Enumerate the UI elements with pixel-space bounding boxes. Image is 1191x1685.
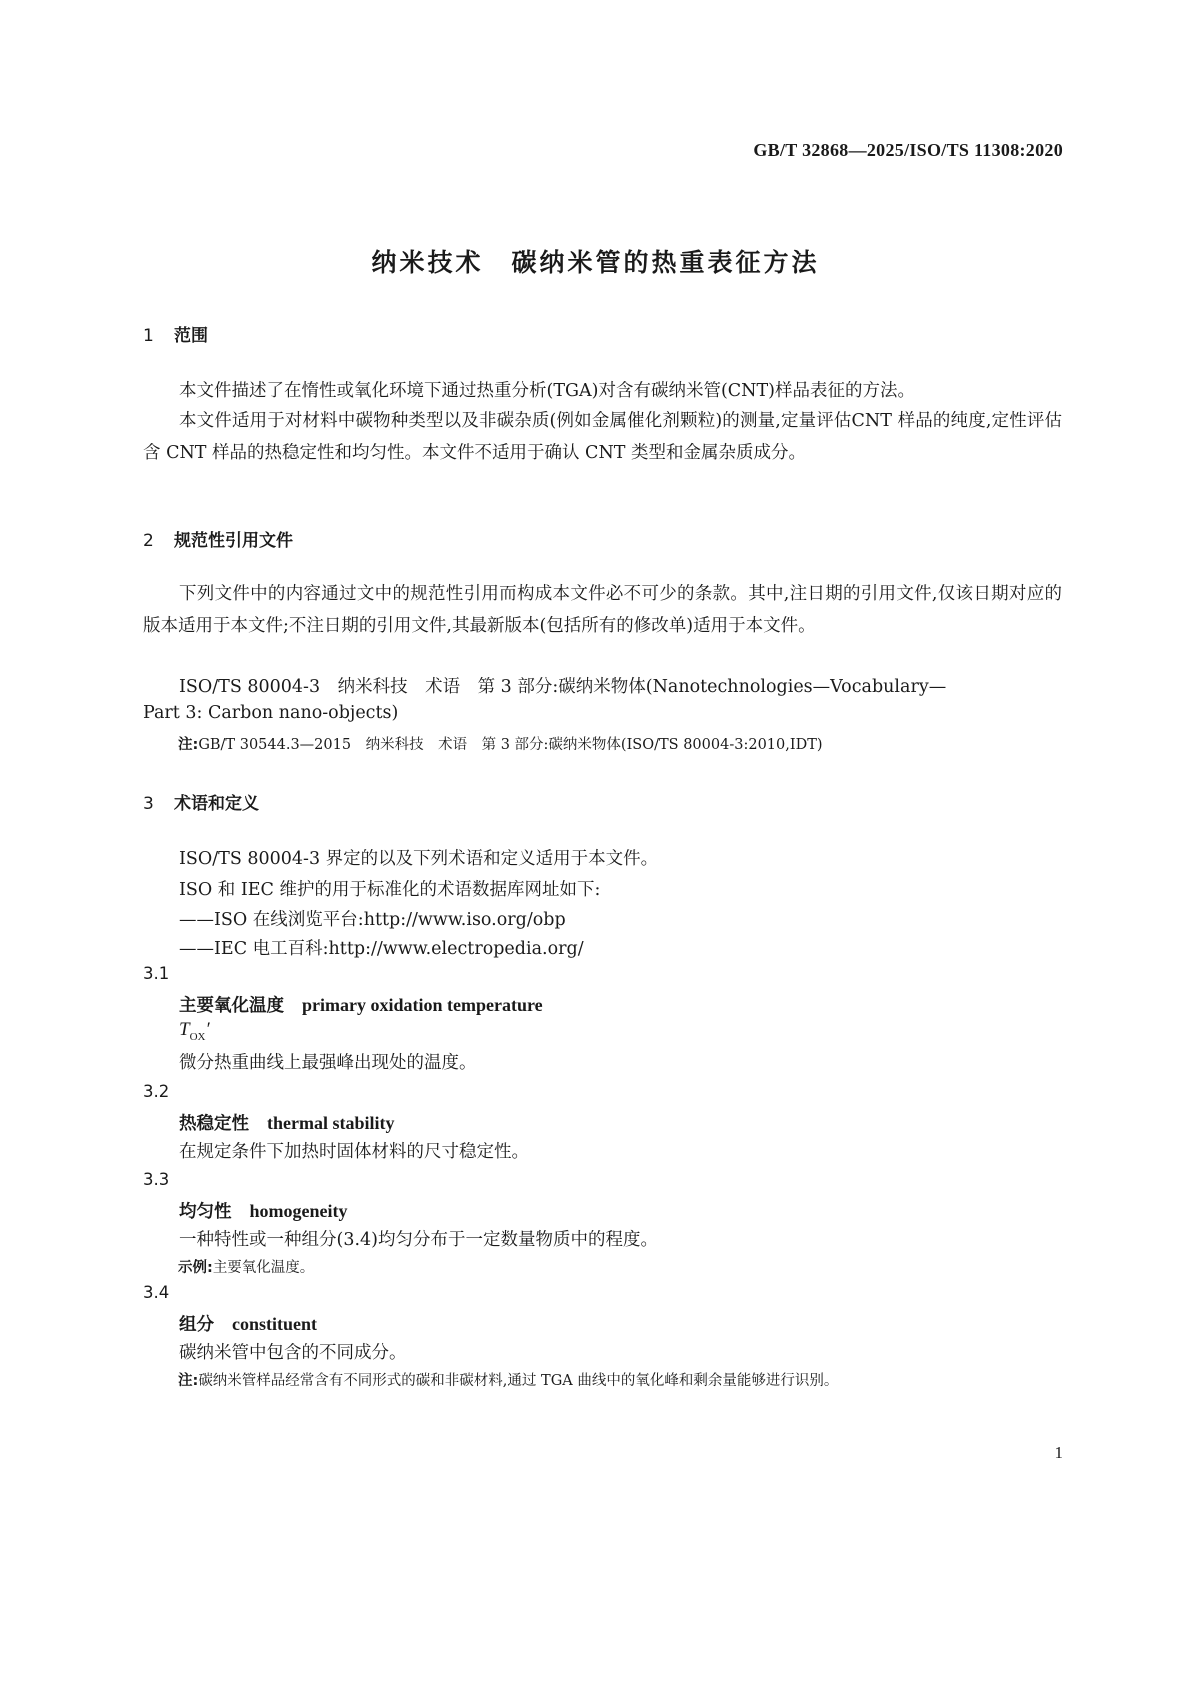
term-entry <box>179 1110 395 1135</box>
standard-number-header: GB/T 32868—2025/ISO/TS 11308:2020 <box>753 140 1063 160</box>
term-number: 3.2 <box>143 1082 170 1101</box>
term-definition: 在规定条件下加热时固体材料的尺寸稳定性。 <box>179 1142 529 1162</box>
symbol-subscript: OX <box>189 1030 206 1043</box>
note-label: 注: <box>178 1373 199 1389</box>
reference-note <box>178 733 823 754</box>
term-definition: 微分热重曲线上最强峰出现处的温度。 <box>179 1053 477 1073</box>
term-entry <box>179 992 543 1017</box>
iec-electropedia-link: ——IEC 电工百科:http://www.electropedia.org/ <box>179 939 584 959</box>
term-example <box>178 1256 314 1277</box>
section-title: 术语和定义 <box>174 794 259 814</box>
terms-intro-line-1: ISO/TS 80004-3 界定的以及下列术语和定义适用于本文件。 <box>179 849 659 869</box>
section-1-heading <box>143 321 208 346</box>
term-english: constituent <box>232 1314 317 1334</box>
example-label: 示例: <box>178 1260 213 1276</box>
term-note <box>178 1369 838 1390</box>
section-number: 1 <box>143 326 154 346</box>
scope-paragraph-2: 本文件适用于对材料中碳物种类型以及非碳杂质(例如金属催化剂颗粒)的测量,定量评估CNT 样品的纯度,定性评估含 CNT 样品的热稳定性和均匀性。本文件不适用于确认 CNT 类型和金属杂质成分。 <box>143 411 1062 463</box>
reference-entry-line-2: Part 3: Carbon nano-objects) <box>143 703 399 723</box>
term-entry <box>179 1198 348 1223</box>
term-definition: 碳纳米管中包含的不同成分。 <box>179 1343 407 1363</box>
term-chinese: 均匀性 <box>179 1202 232 1222</box>
symbol-letter: T <box>179 1019 190 1040</box>
term-english: homogeneity <box>249 1201 348 1221</box>
section-3-heading <box>143 789 259 814</box>
term-definition: 一种特性或一种组分(3.4)均匀分布于一定数量物质中的程度。 <box>179 1230 658 1250</box>
section-title: 规范性引用文件 <box>174 531 293 551</box>
term-entry <box>179 1311 317 1336</box>
term-chinese: 热稳定性 <box>179 1114 249 1134</box>
term-number: 3.4 <box>143 1283 170 1302</box>
term-chinese: 组分 <box>179 1315 214 1335</box>
iso-obp-link: ——ISO 在线浏览平台:http://www.iso.org/obp <box>179 910 566 930</box>
section-2-heading <box>143 526 293 551</box>
scope-paragraph-1: 本文件描述了在惰性或氧化环境下通过热重分析(TGA)对含有碳纳米管(CNT)样品表征的方法。 <box>179 381 915 401</box>
note-label: 注: <box>178 737 199 753</box>
term-english: thermal stability <box>267 1113 395 1133</box>
example-text: 主要氧化温度。 <box>212 1260 315 1276</box>
note-text: GB/T 30544.3—2015 纳米科技 术语 第 3 部分:碳纳米物体(ISO/TS 80004-3:2010,IDT) <box>198 737 823 753</box>
document-title: 纳米技术 碳纳米管的热重表征方法 <box>371 248 820 277</box>
section-number: 3 <box>143 794 154 814</box>
section-number: 2 <box>143 531 154 551</box>
terms-intro-line-2: ISO 和 IEC 维护的用于标准化的术语数据库网址如下: <box>179 880 601 900</box>
page-number: 1 <box>1054 1443 1063 1462</box>
term-symbol <box>179 1019 210 1043</box>
term-english: primary oxidation temperature <box>302 995 543 1015</box>
term-chinese: 主要氧化温度 <box>179 996 284 1016</box>
term-number: 3.3 <box>143 1170 170 1189</box>
term-number: 3.1 <box>143 964 170 983</box>
reference-entry-line-1: ISO/TS 80004-3 纳米科技 术语 第 3 部分:碳纳米物体(Nanotechnologies—Vocabulary— <box>179 677 947 697</box>
normative-references-paragraph: 下列文件中的内容通过文中的规范性引用而构成本文件必不可少的条款。其中,注日期的引用文件,仅该日期对应的版本适用于本文件;不注日期的引用文件,其最新版本(包括所有的修改单)适用于本文件。 <box>143 584 1062 636</box>
section-title: 范围 <box>174 326 208 346</box>
note-text: 碳纳米管样品经常含有不同形式的碳和非碳材料,通过 TGA 曲线中的氧化峰和剩余量能够进行识别。 <box>198 1373 839 1389</box>
symbol-prime: ′ <box>205 1019 210 1040</box>
